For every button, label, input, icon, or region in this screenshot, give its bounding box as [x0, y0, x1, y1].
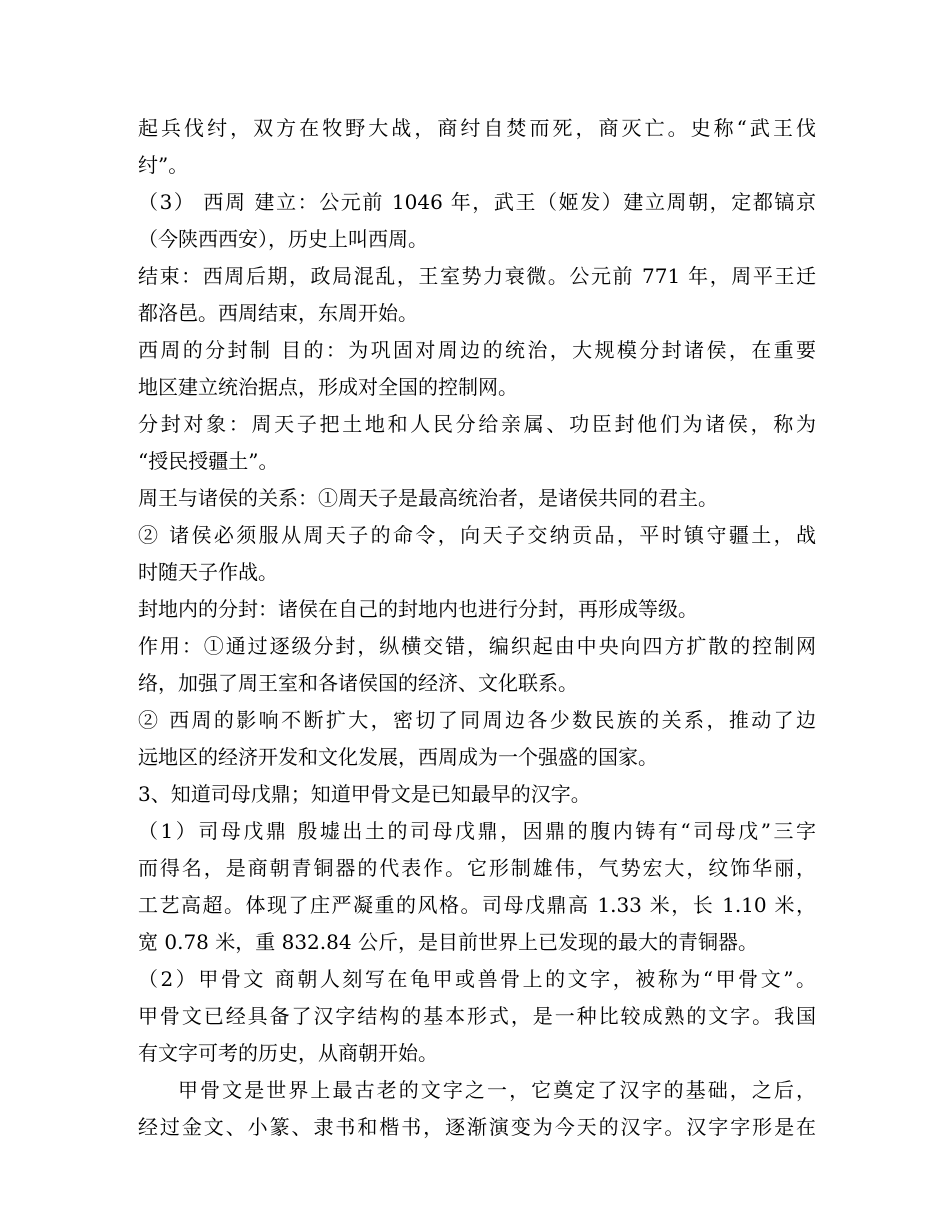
text-line: 有文字可考的历史，从商朝开始。 [138, 1041, 438, 1065]
section-heading: 3、知道司母戊鼎；知道甲骨文是已知最早的汉字。 [138, 782, 591, 806]
text-line: 作用：①通过逐级分封，纵横交错，编织起由中央向四方扩散的控制网 [138, 634, 816, 658]
text-line: 纣”。 [138, 153, 189, 177]
paragraph-first-line: 甲骨文是世界上最古老的文字之一，它奠定了汉字的基础，之后， [178, 1078, 816, 1102]
text-line: 西周的分封制 目的：为巩固对周边的统治，大规模分封诸侯，在重要 [138, 338, 816, 362]
text-line: 经过金文、小篆、隶书和楷书，逐渐演变为今天的汉字。汉字字形是在 [138, 1115, 816, 1139]
text-line: 而得名，是商朝青铜器的代表作。它形制雄伟，气势宏大，纹饰华丽， [138, 856, 816, 880]
text-line: 甲骨文已经具备了汉字结构的基本形式，是一种比较成熟的文字。我国 [138, 1004, 816, 1028]
text-line: 起兵伐纣，双方在牧野大战，商纣自焚而死，商灭亡。史称“武王伐 [138, 116, 816, 140]
text-line: （3） 西周 建立：公元前 1046 年，武王（姬发）建立周朝，定都镐京 [138, 190, 816, 214]
text-line: （1）司母戊鼎 殷墟出土的司母戊鼎，因鼎的腹内铸有“司母戊”三字 [138, 819, 816, 843]
text-line: 宽 0.78 米，重 832.84 公斤，是目前世界上已发现的最大的青铜器。 [138, 930, 758, 954]
text-line: 周王与诸侯的关系：①周天子是最高统治者，是诸侯共同的君主。 [138, 486, 718, 510]
text-line: 地区建立统治据点，形成对全国的控制网。 [138, 375, 518, 399]
text-line: 络，加强了周王室和各诸侯国的经济、文化联系。 [138, 671, 578, 695]
text-line: （今陕西西安），历史上叫西周。 [138, 227, 428, 251]
text-line: 结束：西周后期，政局混乱，王室势力衰微。公元前 771 年，周平王迁 [138, 264, 816, 288]
text-line: ② 西周的影响不断扩大，密切了同周边各少数民族的关系，推动了边 [138, 708, 816, 732]
document-body [138, 110, 816, 1146]
text-line: 都洛邑。西周结束，东周开始。 [138, 301, 418, 325]
text-line: 远地区的经济开发和文化发展，西周成为一个强盛的国家。 [138, 745, 658, 769]
text-line: 分封对象：周天子把土地和人民分给亲属、功臣封他们为诸侯，称为 [138, 412, 816, 436]
text-line: （2）甲骨文 商朝人刻写在龟甲或兽骨上的文字，被称为“甲骨文”。 [138, 967, 816, 991]
text-line: “授民授疆土”。 [138, 449, 279, 473]
text-line: 时随天子作战。 [138, 560, 278, 584]
text-line: 封地内的分封：诸侯在自己的封地内也进行分封，再形成等级。 [138, 597, 698, 621]
text-line: 工艺高超。体现了庄严凝重的风格。司母戊鼎高 1.33 米，长 1.10 米， [138, 893, 816, 917]
text-line: ② 诸侯必须服从周天子的命令，向天子交纳贡品，平时镇守疆土，战 [138, 523, 816, 547]
